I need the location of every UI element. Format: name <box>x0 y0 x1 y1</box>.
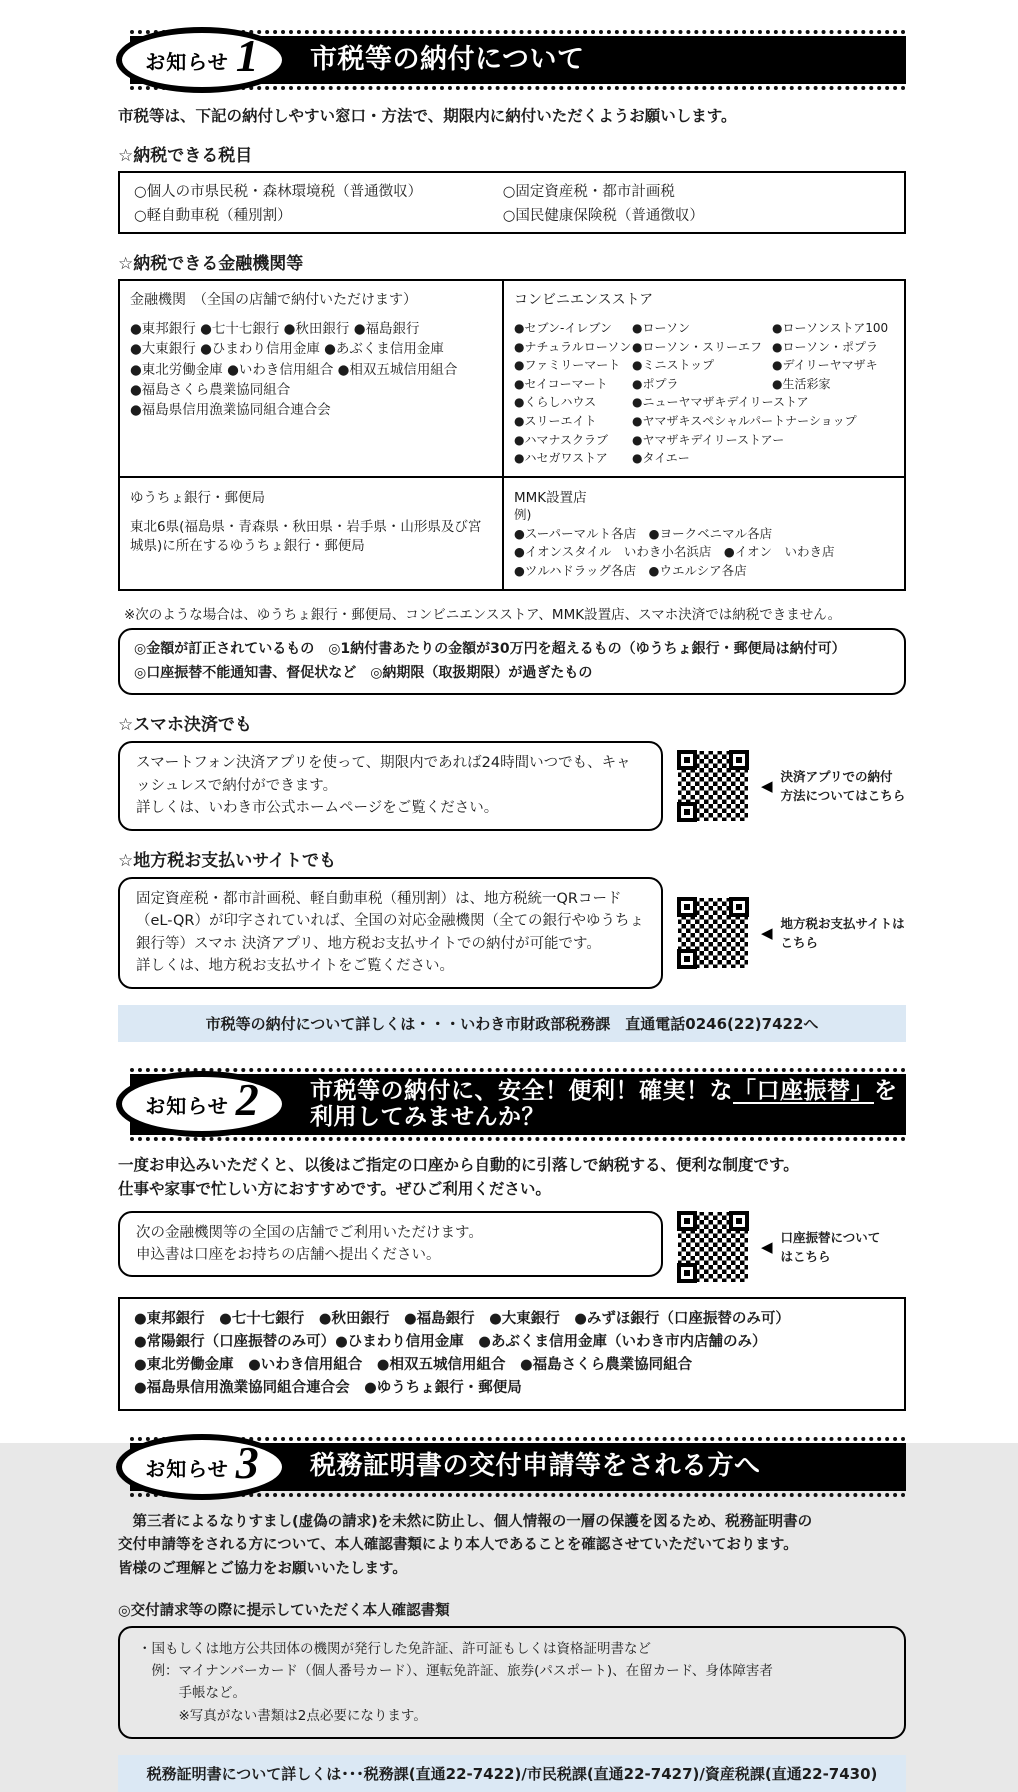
notice3-body-line: 皆様のご理解とご協力をお願いいたします。 <box>118 1560 407 1577</box>
store-item: ●ヤマザキスペシャルパートナーショップ <box>632 413 857 428</box>
mmk-line: ●スーパーマルト各店 ●ヨークベニマル各店 <box>514 525 773 541</box>
payment-app-qr-code <box>677 750 749 822</box>
store-item: ●ハセガワストア <box>514 451 608 466</box>
bank-line: ●東邦銀行 ●七十七銀行 ●秋田銀行 ●福島銀行 <box>130 321 420 337</box>
local-tax-site-qr-caption: 地方税お支払サイトは こちら <box>780 915 905 950</box>
mmk-cell <box>502 476 904 589</box>
convenience-stores-cell <box>502 281 904 476</box>
store-item: ●ローソン・スリーエフ <box>632 339 762 354</box>
direct-debit-qr-caption: 口座振替について はこちら <box>780 1229 881 1264</box>
banks-list <box>130 319 492 420</box>
notice3-body-line: 交付申請等をされる方について、本人確認書類により本人であることを確認させていただいております。 <box>118 1537 798 1554</box>
direct-debit-qr-code <box>677 1211 749 1283</box>
store-item: ●ヤマザキデイリーストアー <box>632 432 785 447</box>
notice1-contact-bar: 市税等の納付について詳しくは・・・いわき市財政部税務課 直通電話0246(22)7422へ <box>118 1005 906 1042</box>
local-tax-site-text2: 詳しくは、地方税お支払サイトをご覧ください。 <box>136 958 454 975</box>
direct-debit-bank-line: ●東北労働金庫 ●いわき信用組合 ●相双五城信用組合 ●福島さくら農業協同組合 <box>134 1356 693 1373</box>
bank-line: ●東北労働金庫 ●いわき信用組合 ●相双五城信用組合 <box>130 361 458 378</box>
store-item: ●タイエー <box>632 451 690 466</box>
banks-cell-title: 金融機関 （全国の店舗で納付いただけます） <box>130 292 417 308</box>
bank-line: ●福島県信用漁業協同組合連合会 <box>130 402 331 418</box>
tax-item: ○個人の市県民税・森林環境税（普通徴収） <box>134 184 423 200</box>
direct-debit-bank-line: ●東邦銀行 ●七十七銀行 ●秋田銀行 ●福島銀行 ●大東銀行 ●みずほ銀行（口座振替のみ可） <box>134 1310 790 1327</box>
smartphone-payment-row <box>118 741 906 830</box>
direct-debit-qr-group <box>677 1211 880 1283</box>
notice3-banner <box>130 1437 906 1497</box>
mmk-line: ●ツルハドラッグ各店 ●ウエルシア各店 <box>514 563 747 578</box>
local-tax-site-row <box>118 877 906 989</box>
notice2-title-line1: 市税等の納付に、安全！便利！確実！な「口座振替」を <box>310 1077 898 1104</box>
direct-debit-banks-box <box>118 1297 906 1412</box>
id-document-line: 手帳など。 <box>138 1685 246 1702</box>
payable-taxes-box <box>118 171 906 234</box>
id-document-line: ・国もしくは地方公共団体の機関が発行した免許証、許可証もしくは資格証明書など <box>138 1640 651 1657</box>
financial-institutions-table <box>118 279 906 591</box>
id-documents-box <box>118 1626 906 1739</box>
left-arrow-icon: ◀ <box>761 1237 773 1256</box>
payment-restriction-note: ※次のような場合は、ゆうちょ銀行・郵便局、コンビニエンスストア、MMK設置店、スマホ決済では納税できません。 <box>124 606 842 623</box>
store-item: ●生活彩家 <box>772 376 831 391</box>
smartphone-payment-text: スマートフォン決済アプリを使って、期限内であれば24時間いつでも、キャッシュレスで納付ができます。 <box>136 755 631 794</box>
notice1-intro: 市税等は、下記の納付しやすい窓口・方法で、期限内に納付いただくようお願いします。 <box>118 107 737 125</box>
notice3-title: 税務証明書の交付申請等をされる方へ <box>310 1451 761 1482</box>
mmk-list <box>514 506 894 581</box>
store-item: ●くらしハウス <box>514 395 597 410</box>
notice2-title-line2: 利用してみませんか？ <box>310 1104 545 1131</box>
caution-line: ◎金額が訂正されているもの ◎1納付書あたりの金額が30万円を超えるもの（ゆうちょ銀行・郵便局は納付可） <box>134 640 846 657</box>
convenience-stores-title: コンビニエンスストア <box>514 292 654 308</box>
store-item: ●ローソンストア100 <box>772 321 889 335</box>
mmk-example-label: 例) <box>514 506 532 522</box>
notice3-badge-label: お知らせ <box>145 1456 229 1481</box>
tax-item: ○固定資産税・都市計画税 <box>502 184 675 200</box>
direct-debit-row <box>118 1211 906 1283</box>
smartphone-payment-box <box>118 741 663 830</box>
notice3-body <box>118 1511 906 1581</box>
store-item: ●ポプラ <box>632 376 679 391</box>
notice1-banner <box>130 30 906 90</box>
tax-item: ○国民健康保険税（普通徴収） <box>502 208 704 224</box>
direct-debit-underlined: 「口座振替」 <box>733 1077 874 1104</box>
direct-debit-bank-line: ●福島県信用漁業協同組合連合会 ●ゆうちょ銀行・郵便局 <box>134 1380 522 1397</box>
notice1-badge <box>116 27 288 93</box>
store-item: ●ミニストップ <box>632 358 715 373</box>
notice2-badge <box>116 1071 288 1137</box>
notice2-body: 一度お申込みいただくと、以後はご指定の口座から自動的に引落しで納税する、便利な制度です。 仕事や家事で忙しい方におすすめです。ぜひご利用ください。 <box>118 1155 799 1198</box>
direct-debit-text2: 申込書は口座をお持ちの店舗へ提出ください。 <box>136 1247 441 1263</box>
notice3-badge-number: 3 <box>235 1436 259 1488</box>
local-tax-site-qr-group <box>677 897 905 969</box>
store-item: ●セブン-イレブン <box>514 321 612 335</box>
banks-cell <box>120 281 502 476</box>
mmk-title: MMK設置店 <box>514 489 587 506</box>
payable-taxes-heading: ☆納税できる税目 <box>118 146 253 166</box>
store-item: ●ニューヤマザキデイリーストア <box>632 395 809 410</box>
financial-institutions-heading: ☆納税できる金融機関等 <box>118 254 304 274</box>
notice3-contact-bar: 税務証明書について詳しくは･･･税務課(直通22-7422)/市民税課(直通22-7427)/資産税課(直通22-7430) <box>118 1755 906 1792</box>
caution-line: ◎口座振替不能通知書、督促状など ◎納期限（取扱期限）が過ぎたもの <box>134 664 593 681</box>
notice2-badge-label: お知らせ <box>145 1093 229 1118</box>
yucho-body: 東北6県(福島県・青森県・秋田県・岩手県・山形県及び宮城県)に所在するゆうちょ銀行・郵便局 <box>130 518 482 555</box>
left-arrow-icon: ◀ <box>761 923 773 942</box>
notice2-badge-number: 2 <box>235 1073 259 1125</box>
caution-box <box>118 628 906 696</box>
store-item: ●ファミリーマート <box>514 358 621 373</box>
yucho-title: ゆうちょ銀行・郵便局 <box>130 489 265 506</box>
payment-app-qr-caption: 決済アプリでの納付 方法についてはこちら <box>780 769 906 804</box>
smartphone-payment-text2: 詳しくは、いわき市公式ホームページをご覧ください。 <box>136 800 499 817</box>
local-tax-site-qr-code <box>677 897 749 969</box>
mmk-line: ●イオンスタイル いわき小名浜店 ●イオン いわき店 <box>514 544 835 560</box>
store-item: ●デイリーヤマザキ <box>772 358 878 373</box>
left-arrow-icon: ◀ <box>761 777 773 796</box>
id-document-line: 例：マイナンバーカード（個人番号カード）、運転免許証、旅券(パスポート)、在留カード、身体障害者 <box>138 1663 773 1680</box>
notice2-banner <box>130 1068 906 1141</box>
local-tax-site-text: 固定資産税・都市計画税、軽自動車税（種別割）は、地方税統一QRコード（eL-QR）が印字されていれば、全国の対応金融機関（全ての銀行やゆうちょ銀行等）スマホ 決済アプリ、地方税お支払サイトでの納付が可能です。 <box>136 890 644 952</box>
store-item: ●スリーエイト <box>514 413 597 428</box>
store-item: ●ローソン <box>632 321 690 335</box>
id-document-line: ※写真がない書類は2点必要になります。 <box>138 1707 427 1724</box>
tax-item: ○軽自動車税（種別割） <box>134 208 292 224</box>
store-item: ●セイコーマート <box>514 376 608 391</box>
notice3-body-line: 第三者によるなりすまし(虚偽の請求)を未然に防止し、個人情報の一層の保護を図るため、税務証明書の <box>118 1514 813 1531</box>
notice1-badge-label: お知らせ <box>145 49 229 74</box>
local-tax-site-box <box>118 877 663 989</box>
id-documents-heading: ◎交付請求等の際に提示していただく本人確認書類 <box>118 1602 450 1619</box>
store-item: ●ローソン・ポプラ <box>772 339 878 354</box>
notice3-badge <box>116 1434 288 1500</box>
direct-debit-bank-line: ●常陽銀行（口座振替のみ可）●ひまわり信用金庫 ●あぶくま信用金庫（いわき市内店舗のみ） <box>134 1333 767 1350</box>
store-item: ●ナチュラルローソン <box>514 339 632 354</box>
payment-app-qr-group <box>677 750 905 822</box>
smartphone-payment-heading: ☆スマホ決済でも <box>118 715 252 736</box>
bank-line: ●福島さくら農業協同組合 <box>130 381 291 398</box>
notice1-badge-number: 1 <box>235 29 259 81</box>
notice1-title: 市税等の納付について <box>310 44 585 76</box>
direct-debit-text: 次の金融機関等の全国の店舗でご利用いただけます。 <box>136 1224 483 1241</box>
direct-debit-box <box>118 1211 663 1278</box>
yucho-cell <box>120 476 502 589</box>
convenience-stores-list <box>514 319 894 468</box>
local-tax-site-heading: ☆地方税お支払いサイトでも <box>118 850 337 871</box>
bank-line: ●大東銀行 ●ひまわり信用金庫 ●あぶくま信用金庫 <box>130 341 444 358</box>
store-item: ●ハマナスクラブ <box>514 432 608 447</box>
